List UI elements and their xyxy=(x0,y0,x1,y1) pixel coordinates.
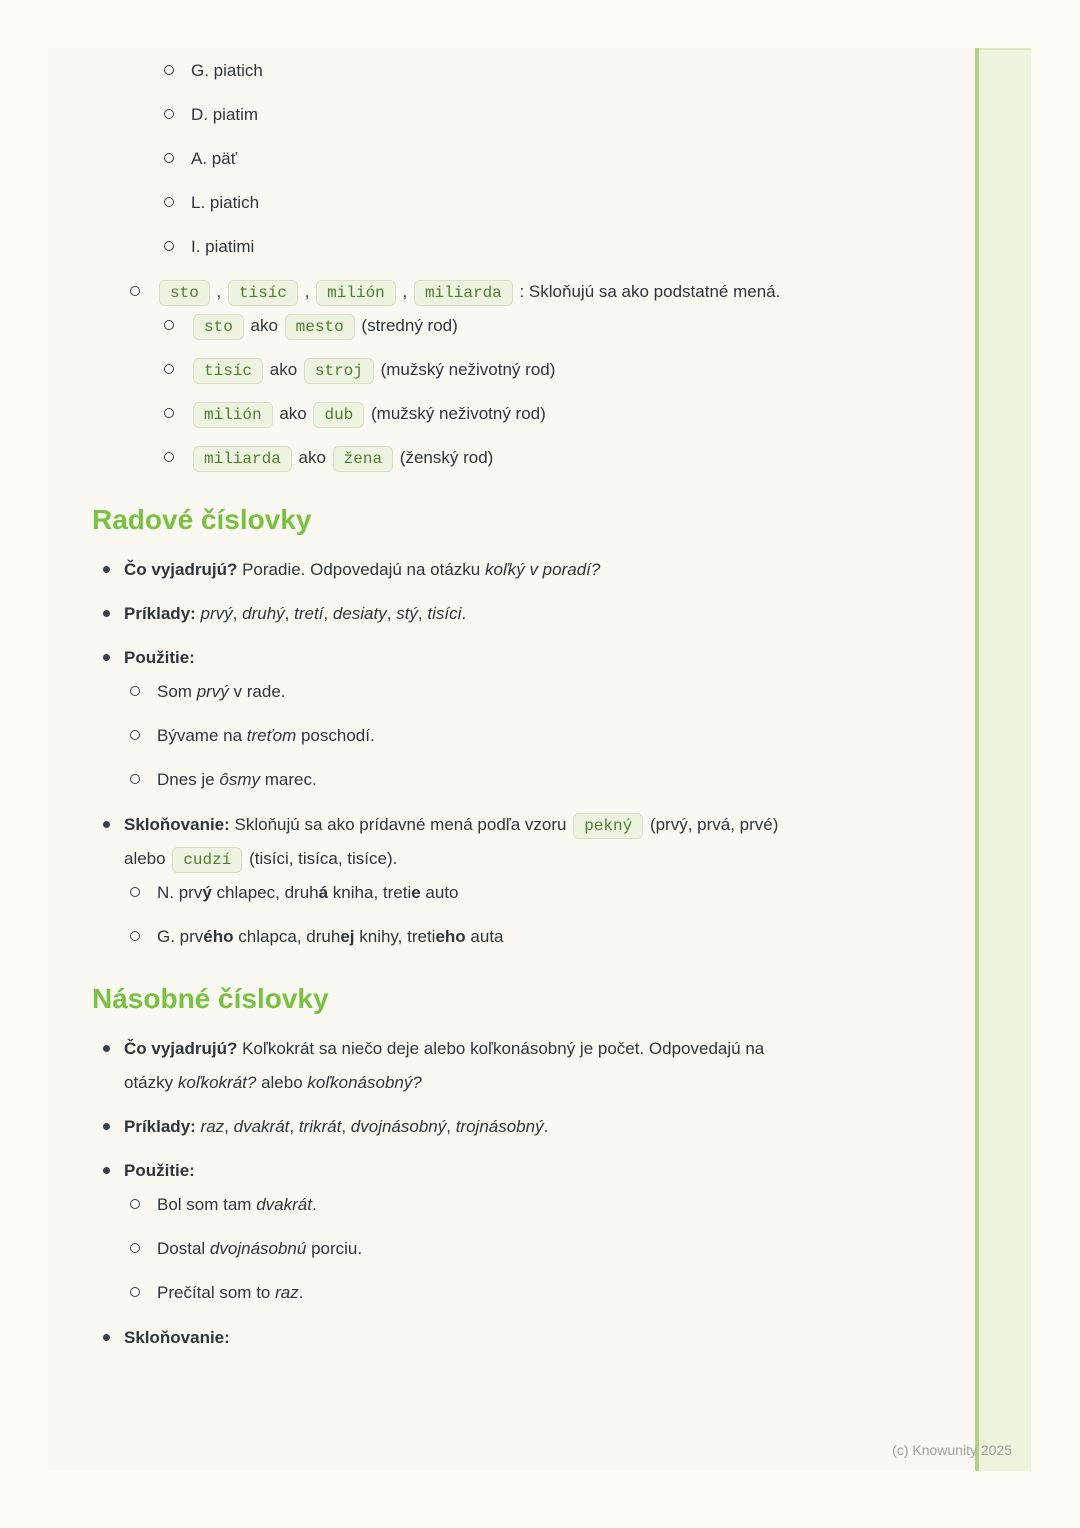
list-item: milión ako dub (mužský neživotný rod) xyxy=(92,397,815,431)
list-item: Skloňovanie: xyxy=(92,1321,815,1355)
hundreds-sublist xyxy=(92,309,815,475)
list-item: Dostal dvojnásobnú porciu. xyxy=(92,1232,815,1266)
code-chip: tisíc xyxy=(193,358,263,384)
copyright-footer: (c) Knowunity 2025 xyxy=(892,1442,1012,1458)
radove-declension-list xyxy=(92,808,815,876)
list-item: L. piatich xyxy=(92,186,815,220)
code-chip: žena xyxy=(333,446,393,472)
list-item: Použitie: xyxy=(92,641,815,675)
code-chip: mesto xyxy=(285,314,355,340)
list-item: N. prvý chlapec, druhá kniha, tretie auto xyxy=(92,876,815,910)
code-chip: stroj xyxy=(304,358,374,384)
nasobne-main-list xyxy=(92,1032,815,1188)
case-declension-list xyxy=(92,54,815,264)
list-item: G. prvého chlapca, druhej knihy, tretieho auta xyxy=(92,920,815,954)
section-heading-nasobne: Násobné číslovky xyxy=(92,983,329,1014)
list-item: Čo vyjadrujú? Koľkokrát sa niečo deje alebo koľkonásobný je počet. Odpovedajú na otázky koľkokrát? alebo koľkonásobný? xyxy=(92,1032,815,1100)
code-chip: miliarda xyxy=(193,446,292,472)
list-item: Skloňovanie: Skloňujú sa ako prídavné mená podľa vzoru pekný (prvý, prvá, prvé) alebo cudzí (tisíci, tisíca, tisíce). xyxy=(92,808,815,876)
side-panel xyxy=(979,48,1031,1471)
list-item: sto , tisíc , milión , miliarda : Skloňujú sa ako podstatné mená. xyxy=(92,275,815,309)
code-chip: sto xyxy=(159,280,210,306)
radove-declension-examples xyxy=(92,876,815,954)
document-content xyxy=(48,48,975,1471)
list-item: I. piatimi xyxy=(92,230,815,264)
document-card xyxy=(48,48,1031,1471)
list-item: A. päť xyxy=(92,142,815,176)
list-item: Príklady: prvý, druhý, tretí, desiaty, stý, tisíci. xyxy=(92,597,815,631)
list-item: Čo vyjadrujú? Poradie. Odpovedajú na otázku koľký v poradí? xyxy=(92,553,815,587)
radove-usage-list xyxy=(92,675,815,797)
section-heading-radove: Radové číslovky xyxy=(92,504,312,535)
hundreds-list xyxy=(92,275,815,309)
list-item: Som prvý v rade. xyxy=(92,675,815,709)
code-chip: dub xyxy=(313,402,364,428)
nasobne-usage-list xyxy=(92,1188,815,1310)
code-chip: miliarda xyxy=(414,280,513,306)
code-chip: milión xyxy=(316,280,396,306)
list-item: D. piatim xyxy=(92,98,815,132)
code-chip: cudzí xyxy=(172,847,242,873)
code-chip: sto xyxy=(193,314,244,340)
radove-main-list xyxy=(92,553,815,675)
list-item: Bol som tam dvakrát. xyxy=(92,1188,815,1222)
list-item: Bývame na treťom poschodí. xyxy=(92,719,815,753)
list-item: tisíc ako stroj (mužský neživotný rod) xyxy=(92,353,815,387)
code-chip: milión xyxy=(193,402,273,428)
list-item: Dnes je ôsmy marec. xyxy=(92,763,815,797)
list-item: Prečítal som to raz. xyxy=(92,1276,815,1310)
list-item: Príklady: raz, dvakrát, trikrát, dvojnásobný, trojnásobný. xyxy=(92,1110,815,1144)
code-chip: tisíc xyxy=(228,280,298,306)
code-chip: pekný xyxy=(573,813,643,839)
nasobne-declension-list xyxy=(92,1321,815,1355)
list-item: miliarda ako žena (ženský rod) xyxy=(92,441,815,475)
list-item: sto ako mesto (stredný rod) xyxy=(92,309,815,343)
list-item: G. piatich xyxy=(92,54,815,88)
list-item: Použitie: xyxy=(92,1154,815,1188)
